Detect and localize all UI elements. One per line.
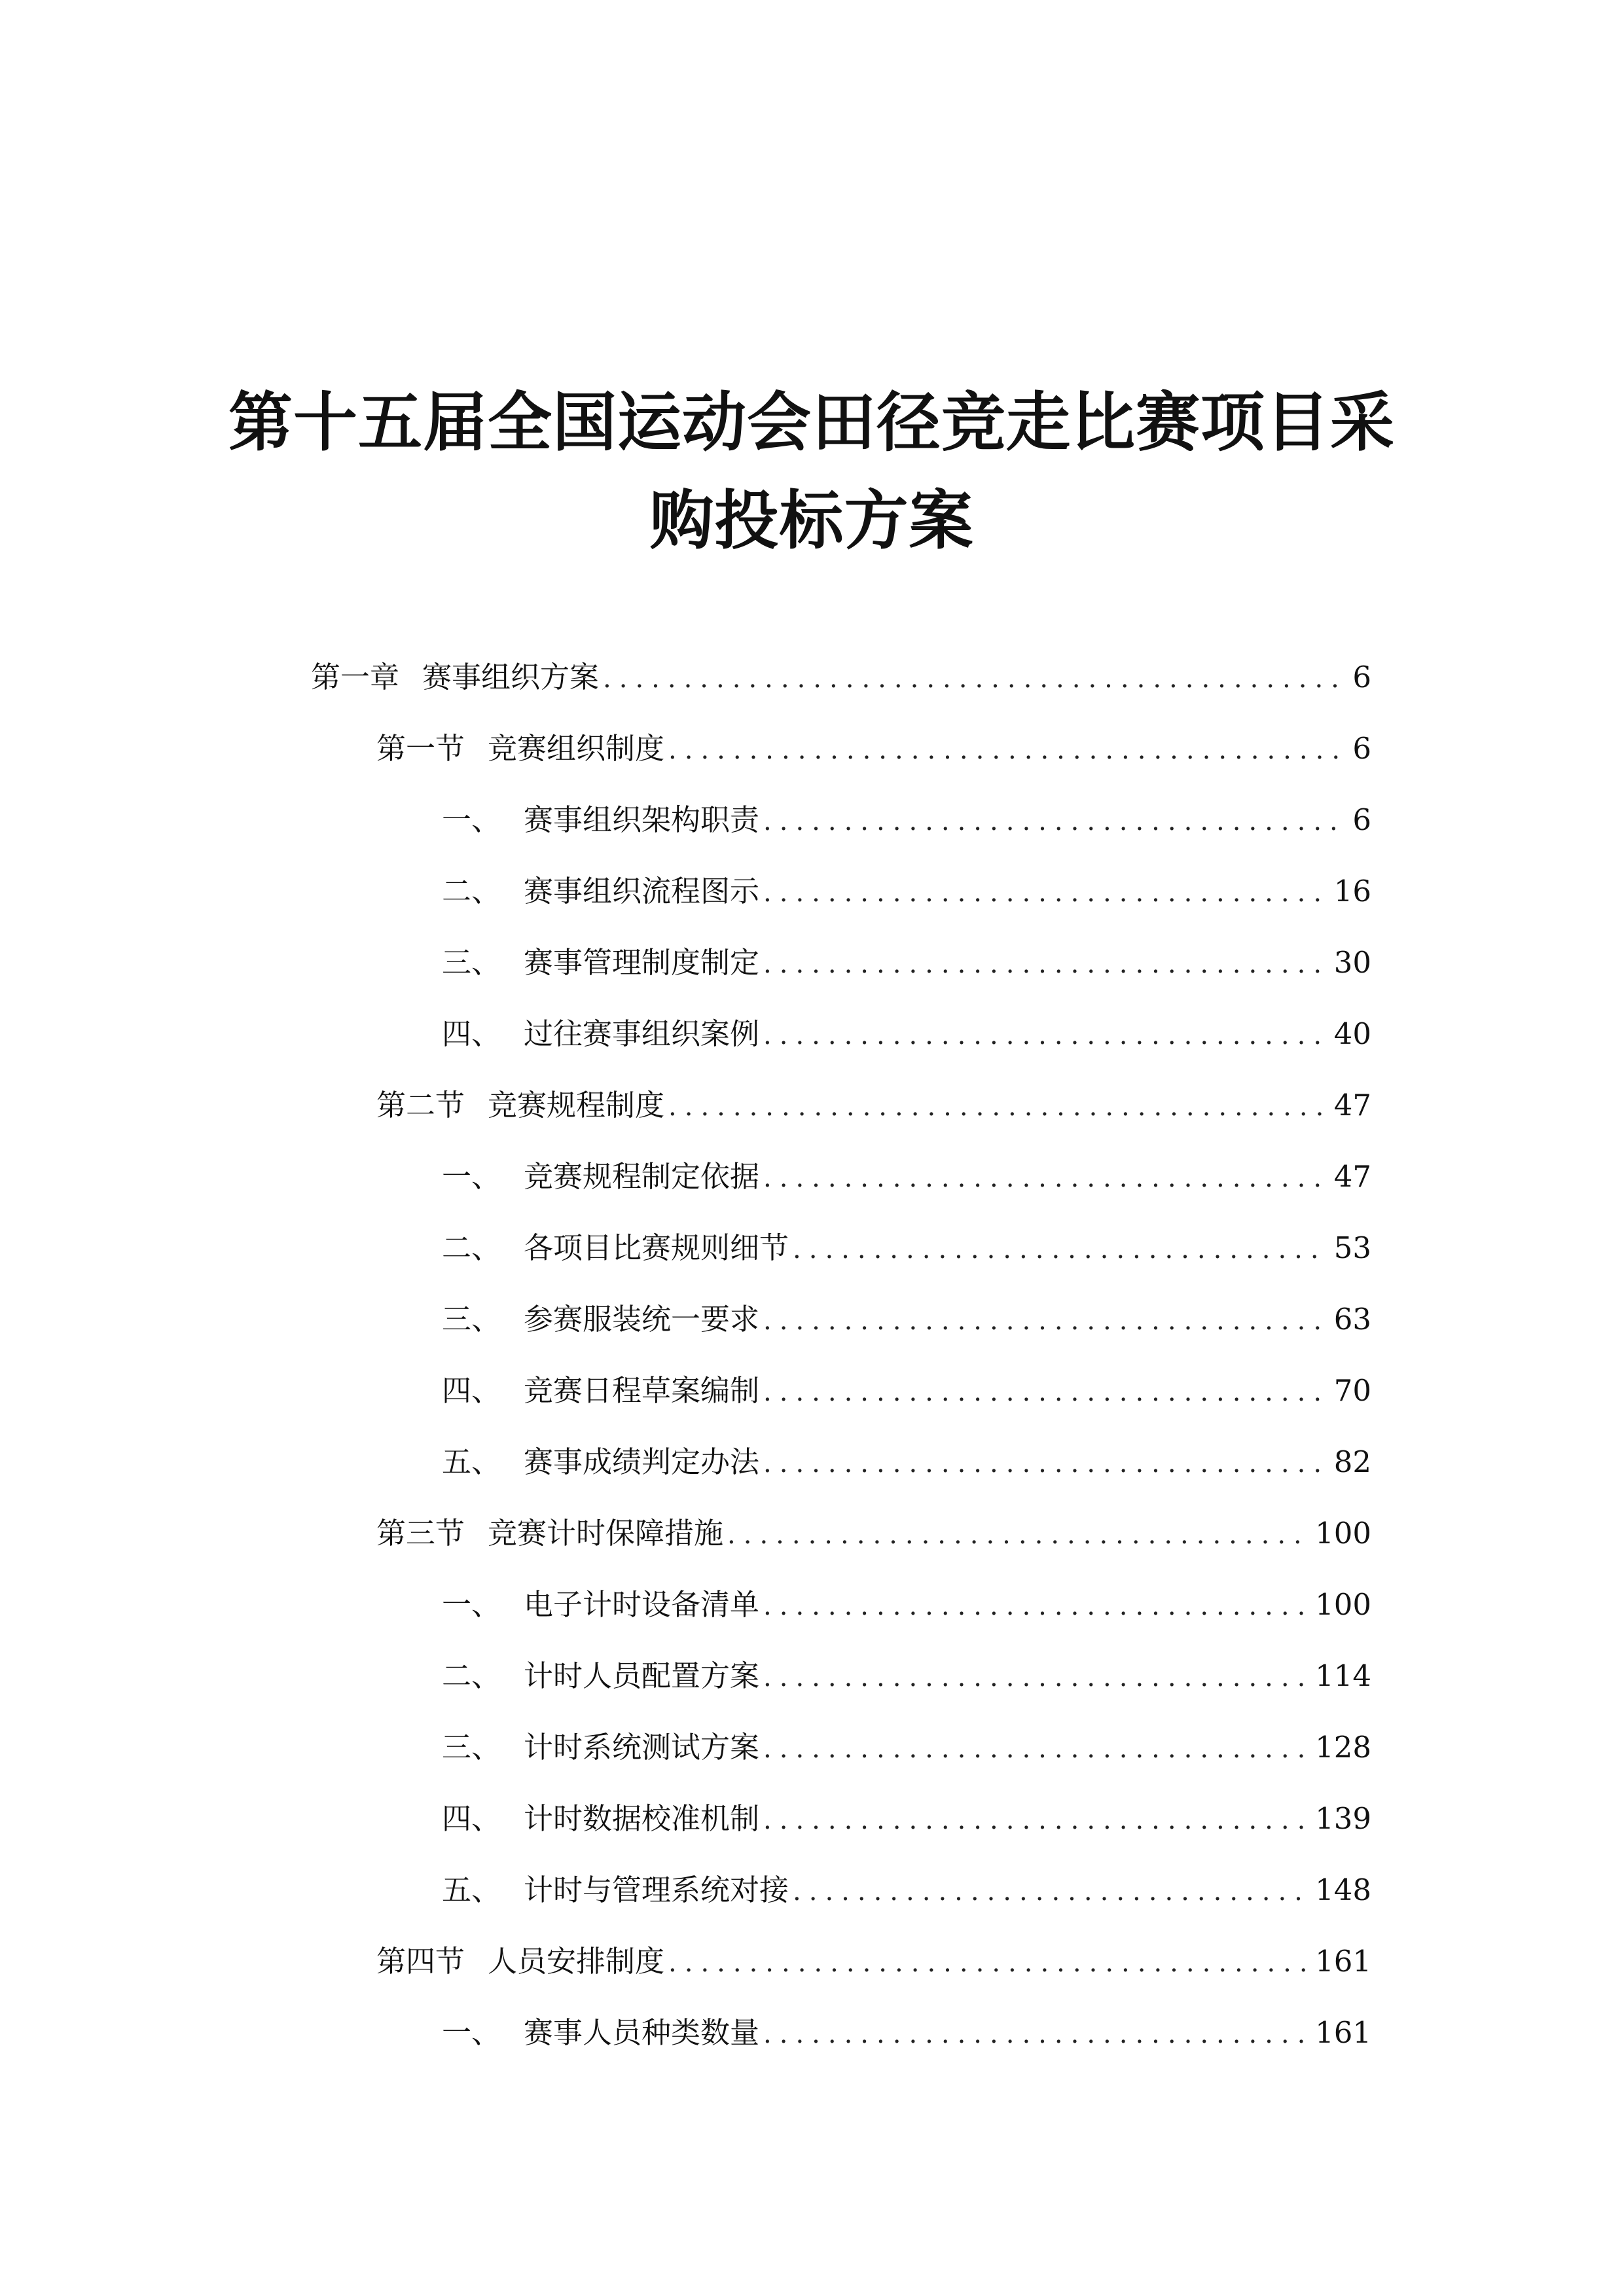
dot-leader: [763, 1427, 1325, 1499]
toc-entry-number: 四、: [442, 1016, 501, 1051]
toc-entry[interactable]: [311, 641, 1371, 713]
toc-entry[interactable]: [442, 1283, 1371, 1355]
toc-entry-number: 三、: [442, 945, 501, 980]
dot-leader: [763, 1713, 1306, 1785]
toc-entry-page: 100: [1315, 1516, 1371, 1551]
toc-entry[interactable]: [442, 1569, 1371, 1641]
toc-entry-label: 竞赛规程制定依据: [524, 1159, 760, 1194]
toc-entry-label: 人员安排制度: [488, 1944, 665, 1979]
toc-entry-number: 二、: [442, 1230, 501, 1265]
toc-entry-page: 128: [1315, 1730, 1371, 1765]
toc-entry-page: 16: [1333, 874, 1371, 908]
dot-leader: [763, 1285, 1325, 1357]
toc-entry-page: 47: [1333, 1159, 1371, 1194]
dot-leader: [763, 1142, 1325, 1214]
toc-entry-page: 40: [1333, 1016, 1371, 1051]
toc-entry-number: 二、: [442, 1659, 501, 1693]
toc-entry[interactable]: [442, 1426, 1371, 1498]
toc-entry-page: 63: [1333, 1302, 1371, 1336]
dot-leader: [793, 1213, 1325, 1285]
dot-leader: [763, 785, 1343, 857]
toc-entry-label: 过往赛事组织案例: [524, 1016, 760, 1051]
dot-leader: [668, 1071, 1325, 1143]
toc-entry[interactable]: [442, 1997, 1371, 2069]
dot-leader: [793, 1856, 1306, 1928]
toc-entry-label: 赛事组织流程图示: [524, 874, 760, 908]
dot-leader: [763, 1570, 1306, 1642]
dot-leader: [763, 857, 1325, 929]
toc-entry-label: 赛事人员种类数量: [524, 2015, 760, 2050]
toc-entry-label: 赛事成绩判定办法: [524, 1444, 760, 1479]
toc-entry-number: 第三节: [376, 1516, 465, 1551]
toc-entry[interactable]: [442, 1355, 1371, 1427]
toc-entry-page: 6: [1352, 802, 1371, 837]
toc-entry[interactable]: [376, 1498, 1371, 1570]
toc-entry[interactable]: [442, 927, 1371, 999]
dot-leader: [763, 1784, 1306, 1856]
toc-entry[interactable]: [442, 1640, 1371, 1712]
document-title: [196, 374, 1427, 570]
toc-entry-label: 计时数据校准机制: [524, 1801, 760, 1836]
toc-entry-label: 各项目比赛规则细节: [524, 1230, 789, 1265]
toc-entry[interactable]: [442, 1783, 1371, 1855]
toc-entry-number: 一、: [442, 1159, 501, 1194]
toc-entry-number: 五、: [442, 1444, 501, 1479]
toc-entry-number: 第一节: [376, 731, 465, 766]
toc-entry-page: 53: [1333, 1230, 1371, 1265]
dot-leader: [763, 928, 1325, 1000]
toc-entry[interactable]: [442, 855, 1371, 927]
toc-entry-number: 一、: [442, 1587, 501, 1622]
toc-entry-page: 70: [1333, 1373, 1371, 1408]
dot-leader: [763, 1998, 1306, 2070]
dot-leader: [727, 1499, 1306, 1571]
dot-leader: [668, 1927, 1306, 1999]
toc-entry-page: 139: [1315, 1801, 1371, 1836]
toc-entry-label: 参赛服装统一要求: [524, 1302, 760, 1336]
toc-entry-page: 161: [1315, 1944, 1371, 1979]
toc-entry[interactable]: [442, 1712, 1371, 1784]
toc-entry-number: 三、: [442, 1730, 501, 1765]
toc-entry-label: 竞赛计时保障措施: [488, 1516, 724, 1551]
toc-entry-page: 6: [1352, 660, 1371, 694]
toc-entry-number: 第二节: [376, 1088, 465, 1122]
toc-entry-number: 一、: [442, 802, 501, 837]
toc-entry-number: 四、: [442, 1801, 501, 1836]
toc-entry-number: 四、: [442, 1373, 501, 1408]
toc-entry-label: 赛事组织架构职责: [524, 802, 760, 837]
toc-entry-label: 赛事管理制度制定: [524, 945, 760, 980]
toc-entry[interactable]: [442, 784, 1371, 856]
toc-entry[interactable]: [376, 1926, 1371, 1998]
toc-entry-page: 30: [1333, 945, 1371, 980]
toc-entry[interactable]: [442, 1212, 1371, 1284]
toc-entry-label: 竞赛规程制度: [488, 1088, 665, 1122]
dot-leader: [668, 714, 1343, 786]
toc-entry-label: 计时与管理系统对接: [524, 1873, 789, 1907]
toc-entry[interactable]: [376, 1069, 1371, 1141]
toc-entry[interactable]: [442, 1141, 1371, 1213]
toc-entry-number: 三、: [442, 1302, 501, 1336]
dot-leader: [763, 1356, 1325, 1428]
toc-entry-page: 161: [1315, 2015, 1371, 2050]
toc-entry-number: 第一章: [311, 660, 400, 694]
toc-entry-page: 82: [1333, 1444, 1371, 1479]
toc-entry-label: 计时系统测试方案: [524, 1730, 760, 1765]
toc-entry-label: 竞赛日程草案编制: [524, 1373, 760, 1408]
dot-leader: [603, 643, 1343, 715]
toc-entry[interactable]: [376, 713, 1371, 785]
toc-entry-label: 计时人员配置方案: [524, 1659, 760, 1693]
toc-entry-number: 二、: [442, 874, 501, 908]
dot-leader: [763, 999, 1325, 1071]
toc-entry[interactable]: [442, 1854, 1371, 1926]
toc-entry-page: 114: [1315, 1659, 1371, 1693]
toc-entry-number: 第四节: [376, 1944, 465, 1979]
toc-entry-page: 6: [1352, 731, 1371, 766]
toc-entry-label: 电子计时设备清单: [524, 1587, 760, 1622]
toc-entry-number: 一、: [442, 2015, 501, 2050]
toc-entry[interactable]: [442, 998, 1371, 1070]
toc-entry-label: 赛事组织方案: [422, 660, 600, 694]
toc-entry-label: 竞赛组织制度: [488, 731, 665, 766]
title-line-2: 购投标方案: [649, 483, 974, 558]
title-line-1: 第十五届全国运动会田径竞走比赛项目采: [228, 385, 1395, 460]
toc-entry-page: 47: [1333, 1088, 1371, 1122]
toc-entry-number: 五、: [442, 1873, 501, 1907]
toc-entry-page: 100: [1315, 1587, 1371, 1622]
toc-entry-page: 148: [1315, 1873, 1371, 1907]
dot-leader: [763, 1641, 1306, 1713]
